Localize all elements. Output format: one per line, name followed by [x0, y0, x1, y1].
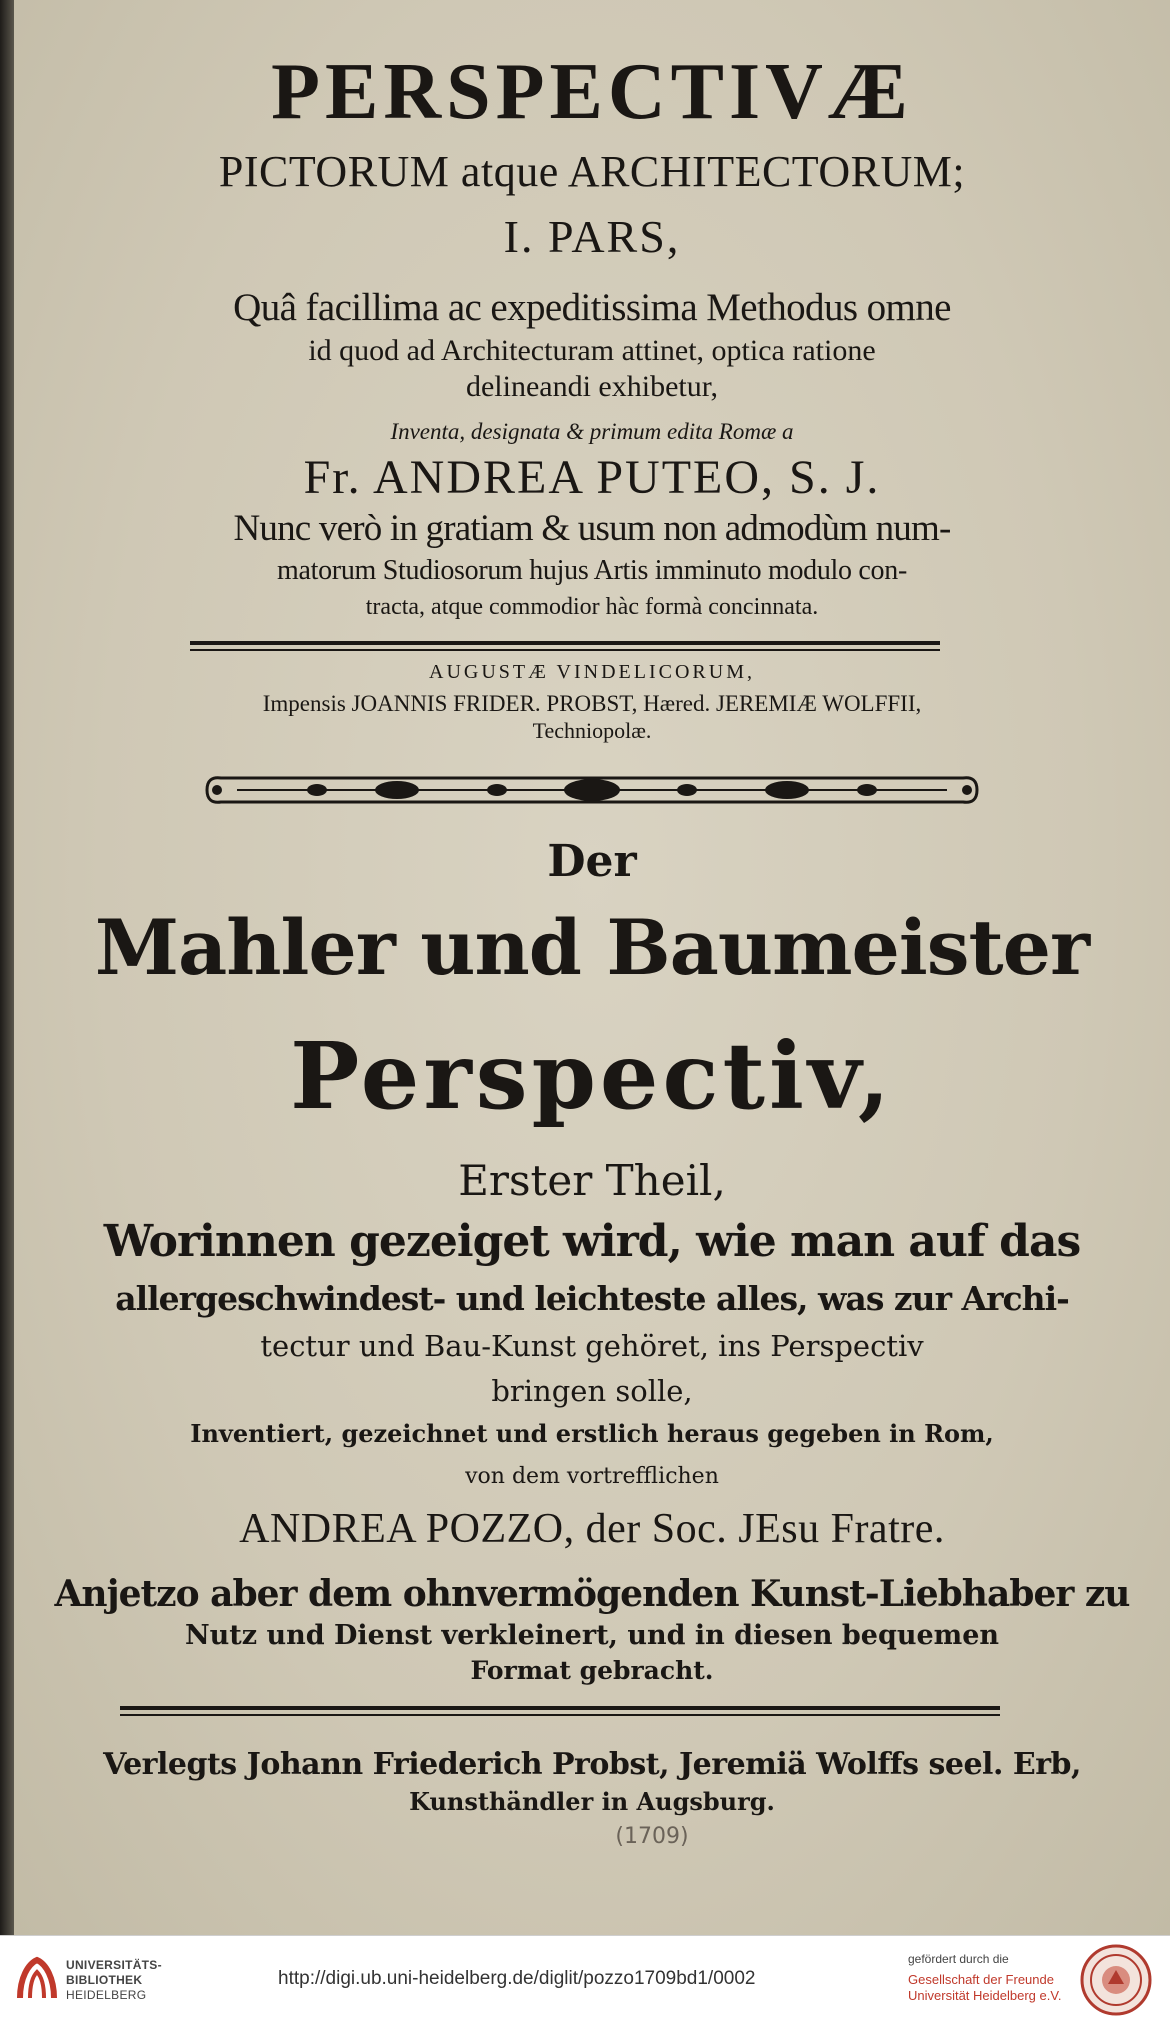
german-author: ANDREA POZZO, der Soc. JEsu Fratre.	[239, 1506, 945, 1552]
german-desc-2: allergeschwindest- und leichteste alles, was zur Archi-	[115, 1279, 1069, 1318]
ornament-divider	[14, 770, 1170, 815]
imprint-german-2: Kunsthändler in Augsburg.	[409, 1787, 775, 1816]
university-library-name	[66, 1958, 162, 2003]
handwritten-year: (1709)	[615, 1824, 689, 1849]
ornament-scroll-icon	[197, 770, 987, 810]
latin-nunc-2: matorum Studiosorum hujus Artis imminuto modulo con-	[277, 555, 907, 586]
german-desc-4: bringen solle,	[491, 1374, 693, 1408]
viewer-footer	[0, 1935, 1170, 2021]
sponsor-line-1: Gesellschaft der Freunde	[908, 1972, 1054, 1987]
german-invented: Inventiert, gezeichnet und erstlich heraus gegeben in Rom,	[190, 1419, 994, 1448]
imprint-publisher: Impensis JOANNIS FRIDER. PROBST, Hæred. JEREMIÆ WOLFFII,	[262, 691, 922, 716]
latin-title: PERSPECTIVÆ	[271, 48, 913, 136]
german-von: von dem vortrefflichen	[465, 1464, 719, 1489]
latin-nunc-3: tracta, atque commodior hàc formà concinnata.	[365, 594, 819, 620]
permalink-url[interactable]: http://digi.ub.uni-heidelberg.de/diglit/pozzo1709bd1/0002	[278, 1968, 756, 1989]
page-binding-edge	[0, 0, 14, 1935]
latin-desc-2: id quod ad Architecturam attinet, optica ratione	[308, 334, 876, 367]
latin-part: I. PARS,	[503, 211, 681, 262]
double-rule-top-thin	[190, 649, 940, 651]
library-line-2: BIBLIOTHEK	[66, 1973, 143, 1987]
university-seal-icon	[1080, 1944, 1152, 2016]
university-library-logo-icon	[14, 1954, 60, 2004]
latin-author: Fr. ANDREA PUTEO, S. J.	[303, 451, 881, 504]
german-desc-3: tectur und Bau-Kunst gehöret, ins Perspectiv	[260, 1329, 924, 1363]
double-rule-bottom-thin	[120, 1714, 1000, 1716]
imprint-city: AUGUSTÆ VINDELICORUM,	[429, 661, 755, 683]
double-rule-bottom	[120, 1706, 1000, 1710]
german-der: Der	[547, 836, 637, 887]
sponsor-line-2: Universität Heidelberg e.V.	[908, 1988, 1062, 2003]
imprint-role: Techniopolæ.	[532, 718, 652, 743]
library-line-1: UNIVERSITÄTS-	[66, 1958, 162, 1972]
latin-desc-3: delineandi exhibetur,	[465, 370, 719, 403]
sponsor-name	[908, 1972, 1061, 2004]
sponsor-label: gefördert durch die	[908, 1952, 1009, 1966]
latin-subtitle: PICTORUM atque ARCHITECTORUM;	[218, 147, 966, 196]
german-part: Erster Theil,	[458, 1156, 726, 1205]
latin-nunc-1: Nunc verò in gratiam & usum non admodùm num-	[233, 508, 951, 549]
german-desc-1: Worinnen gezeiget wird, wie man auf das	[103, 1216, 1081, 1267]
latin-invented: Inventa, designata & primum edita Romæ a	[390, 419, 794, 444]
german-anjetzo-1: Anjetzo aber dem ohnvermögenden Kunst-Liebhaber zu	[54, 1573, 1130, 1615]
library-line-3: HEIDELBERG	[66, 1988, 147, 2002]
title-page	[14, 0, 1170, 1935]
german-title-1: Mahler und Baumeister	[94, 903, 1090, 992]
latin-desc-1: Quâ facillima ac expeditissima Methodus omne	[233, 286, 951, 329]
german-anjetzo-2: Nutz und Dienst verkleinert, und in diesen bequemen	[184, 1620, 1000, 1651]
double-rule-top	[190, 641, 940, 645]
german-anjetzo-3: Format gebracht.	[470, 1656, 714, 1685]
german-title-2: Perspectiv,	[290, 1022, 894, 1130]
imprint-german-1: Verlegts Johann Friederich Probst, Jeremiä Wolffs seel. Erb,	[103, 1747, 1081, 1782]
